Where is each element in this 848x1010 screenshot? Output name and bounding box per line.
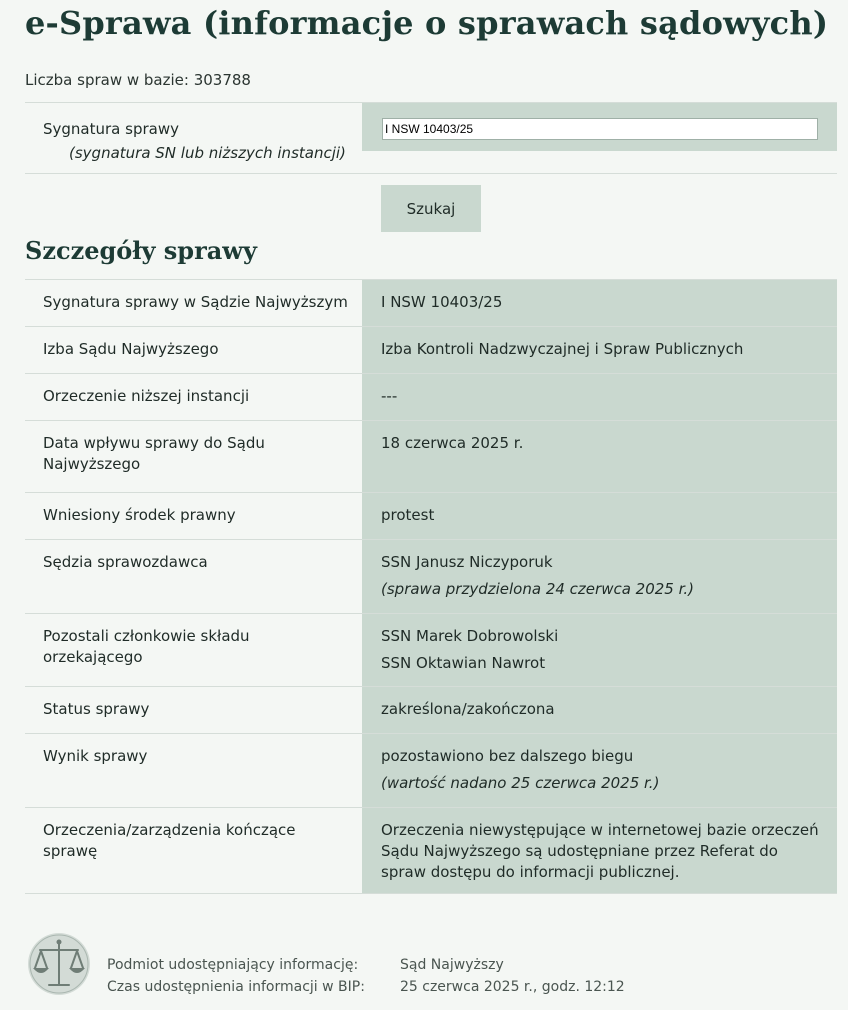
provider-label: Podmiot udostępniający informację: xyxy=(107,957,359,973)
search-sublabel: (sygnatura SN lub niższych instancji) xyxy=(69,144,346,162)
assignment-note: (sprawa przydzielona 24 czerwca 2025 r.) xyxy=(381,580,695,598)
row-value-cell xyxy=(362,614,837,687)
panel-member: SSN Marek Dobrowolski xyxy=(381,627,559,645)
row-value-cell xyxy=(362,734,837,808)
table-row xyxy=(25,540,837,614)
search-label-text: Sygnatura sprawy xyxy=(43,120,179,138)
table-row xyxy=(25,374,837,421)
case-count: Liczba spraw w bazie: 303788 xyxy=(25,71,251,89)
row-value: I NSW 10403/25 xyxy=(362,280,837,327)
row-label: Izba Sądu Najwyższego xyxy=(25,327,362,374)
table-row xyxy=(25,614,837,687)
table-row xyxy=(25,493,837,540)
page-title: e-Sprawa (informacje o sprawach sądowych) xyxy=(25,4,829,42)
row-label: Orzeczenie niższej instancji xyxy=(25,374,362,421)
result-note: (wartość nadano 25 czerwca 2025 r.) xyxy=(381,774,660,792)
row-label: Wynik sprawy xyxy=(25,734,362,808)
time-label: Czas udostępnienia informacji w BIP: xyxy=(107,979,365,995)
row-value: Orzeczenia niewystępujące w internetowej bazie orzeczeń Sądu Najwyższego są udostępniane przez Referat do spraw dostępu do informacji publicznej. xyxy=(362,808,837,894)
details-heading: Szczegóły sprawy xyxy=(25,236,257,265)
table-row xyxy=(25,327,837,374)
row-value-cell xyxy=(362,540,837,614)
search-input-cell xyxy=(362,103,837,151)
search-button[interactable]: Szukaj xyxy=(381,185,481,232)
row-value: protest xyxy=(362,493,837,540)
case-details-table xyxy=(25,279,837,894)
row-label: Sędzia sprawozdawca xyxy=(25,540,362,614)
table-row xyxy=(25,421,837,493)
row-label: Data wpływu sprawy do Sądu Najwyższego xyxy=(25,421,362,493)
panel-member: SSN Oktawian Nawrot xyxy=(381,654,546,672)
footer-values xyxy=(400,954,625,998)
table-row xyxy=(25,687,837,734)
provider-value: Sąd Najwyższy xyxy=(400,957,504,973)
row-value: Izba Kontroli Nadzwyczajnej i Spraw Publicznych xyxy=(362,327,837,374)
judge-rapporteur: SSN Janusz Niczyporuk xyxy=(381,553,553,571)
row-label: Wniesiony środek prawny xyxy=(25,493,362,540)
footer-labels xyxy=(107,954,365,998)
row-label: Status sprawy xyxy=(25,687,362,734)
scales-of-justice-icon xyxy=(27,932,91,996)
table-row xyxy=(25,280,837,327)
row-label: Pozostali członkowie składu orzekającego xyxy=(25,614,362,687)
row-value: 18 czerwca 2025 r. xyxy=(362,421,837,493)
row-value: --- xyxy=(362,374,837,421)
table-row xyxy=(25,734,837,808)
row-label: Sygnatura sprawy w Sądzie Najwyższym xyxy=(25,280,362,327)
case-result: pozostawiono bez dalszego biegu xyxy=(381,747,634,765)
search-label xyxy=(43,117,346,165)
row-label: Orzeczenia/zarządzenia kończące sprawę xyxy=(25,808,362,894)
table-row xyxy=(25,808,837,894)
row-value: zakreślona/zakończona xyxy=(362,687,837,734)
case-signature-input[interactable] xyxy=(382,118,818,140)
search-form xyxy=(25,102,837,174)
time-value: 25 czerwca 2025 r., godz. 12:12 xyxy=(400,979,625,995)
